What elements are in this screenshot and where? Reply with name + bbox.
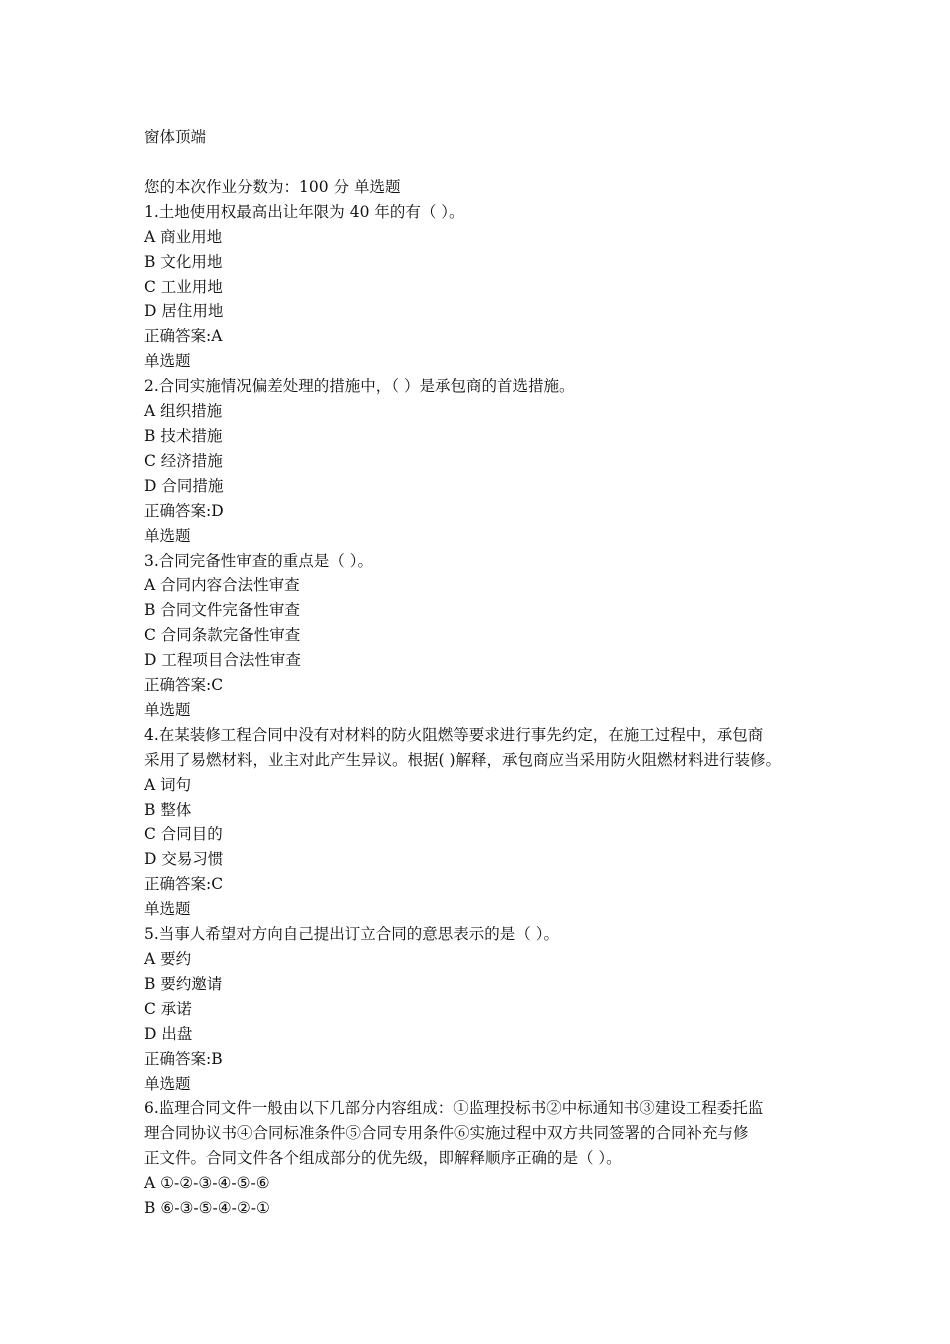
- option-b: B 技术措施: [144, 426, 223, 445]
- question-type: 单选题: [144, 526, 191, 545]
- question-stem-line: 正文件。合同文件各个组成部分的优先级，即解释顺序正确的是（ ）。: [144, 1149, 622, 1168]
- option-c: C 合同目的: [144, 825, 223, 844]
- form-top-label: 窗体顶端: [144, 128, 207, 146]
- question-block: [144, 723, 824, 922]
- question-stem: 2.合同实施情况偏差处理的措施中，（ ）是承包商的首选措施。: [144, 377, 575, 396]
- question-stem: 1.土地使用权最高出让年限为 40 年的有（ ）。: [144, 202, 465, 221]
- score-line: 您的本次作业分数为：100 分 单选题: [144, 177, 401, 196]
- correct-answer: 正确答案:C: [144, 676, 224, 695]
- option-c: C 经济措施: [144, 451, 223, 470]
- option-d: D 居住用地: [144, 302, 224, 321]
- option-c: C 承诺: [144, 999, 192, 1018]
- question-type: 单选题: [144, 900, 191, 919]
- question-stem-line: 理合同协议书④合同标准条件⑤合同专用条件⑥实施过程中双方共同签署的合同补充与修: [144, 1124, 749, 1143]
- question-block: [144, 200, 824, 374]
- question-block: [144, 374, 824, 548]
- question-type: 单选题: [144, 1074, 191, 1093]
- question-stem-line: 6.监理合同文件一般由以下几部分内容组成：①监理投标书②中标通知书③建设工程委托监: [144, 1099, 764, 1118]
- option-c: C 工业用地: [144, 277, 223, 296]
- question-type: 单选题: [144, 700, 191, 719]
- option-a: A 组织措施: [144, 402, 223, 421]
- option-b: B ⑥-③-⑤-④-②-①: [144, 1199, 270, 1218]
- question-block: [144, 922, 824, 1096]
- option-a: A 要约: [144, 950, 192, 968]
- document-page: [144, 125, 824, 1221]
- question-block: [144, 549, 824, 723]
- option-b: B 要约邀请: [144, 974, 223, 993]
- question-block: [144, 1096, 824, 1221]
- correct-answer: 正确答案:A: [144, 327, 223, 346]
- question-stem-line: 采用了易燃材料，业主对此产生异议。根据( )解释，承包商应当采用防火阻燃材料进行装修。: [144, 750, 782, 769]
- option-d: D 出盘: [144, 1024, 193, 1043]
- option-a: A 词句: [144, 775, 192, 794]
- correct-answer: 正确答案:B: [144, 1049, 223, 1068]
- option-b: B 文化用地: [144, 252, 223, 271]
- option-d: D 合同措施: [144, 476, 224, 495]
- option-a: A 商业用地: [144, 227, 223, 246]
- option-a: A 合同内容合法性审查: [144, 576, 300, 595]
- question-type: 单选题: [144, 352, 191, 371]
- option-a: A ①-②-③-④-⑤-⑥: [144, 1174, 270, 1193]
- option-b: B 合同文件完备性审查: [144, 601, 300, 620]
- option-d: D 交易习惯: [144, 850, 224, 869]
- question-stem-line: 4.在某装修工程合同中没有对材料的防火阻燃等要求进行事先约定，在施工过程中，承包商: [144, 725, 764, 744]
- option-d: D 工程项目合法性审查: [144, 651, 301, 670]
- correct-answer: 正确答案:D: [144, 501, 224, 520]
- question-stem: 5.当事人希望对方向自己提出订立合同的意思表示的是（ ）。: [144, 925, 559, 944]
- question-stem: 3.合同完备性审查的重点是（ ）。: [144, 551, 373, 570]
- option-b: B 整体: [144, 800, 192, 819]
- correct-answer: 正确答案:C: [144, 875, 224, 894]
- option-c: C 合同条款完备性审查: [144, 626, 301, 645]
